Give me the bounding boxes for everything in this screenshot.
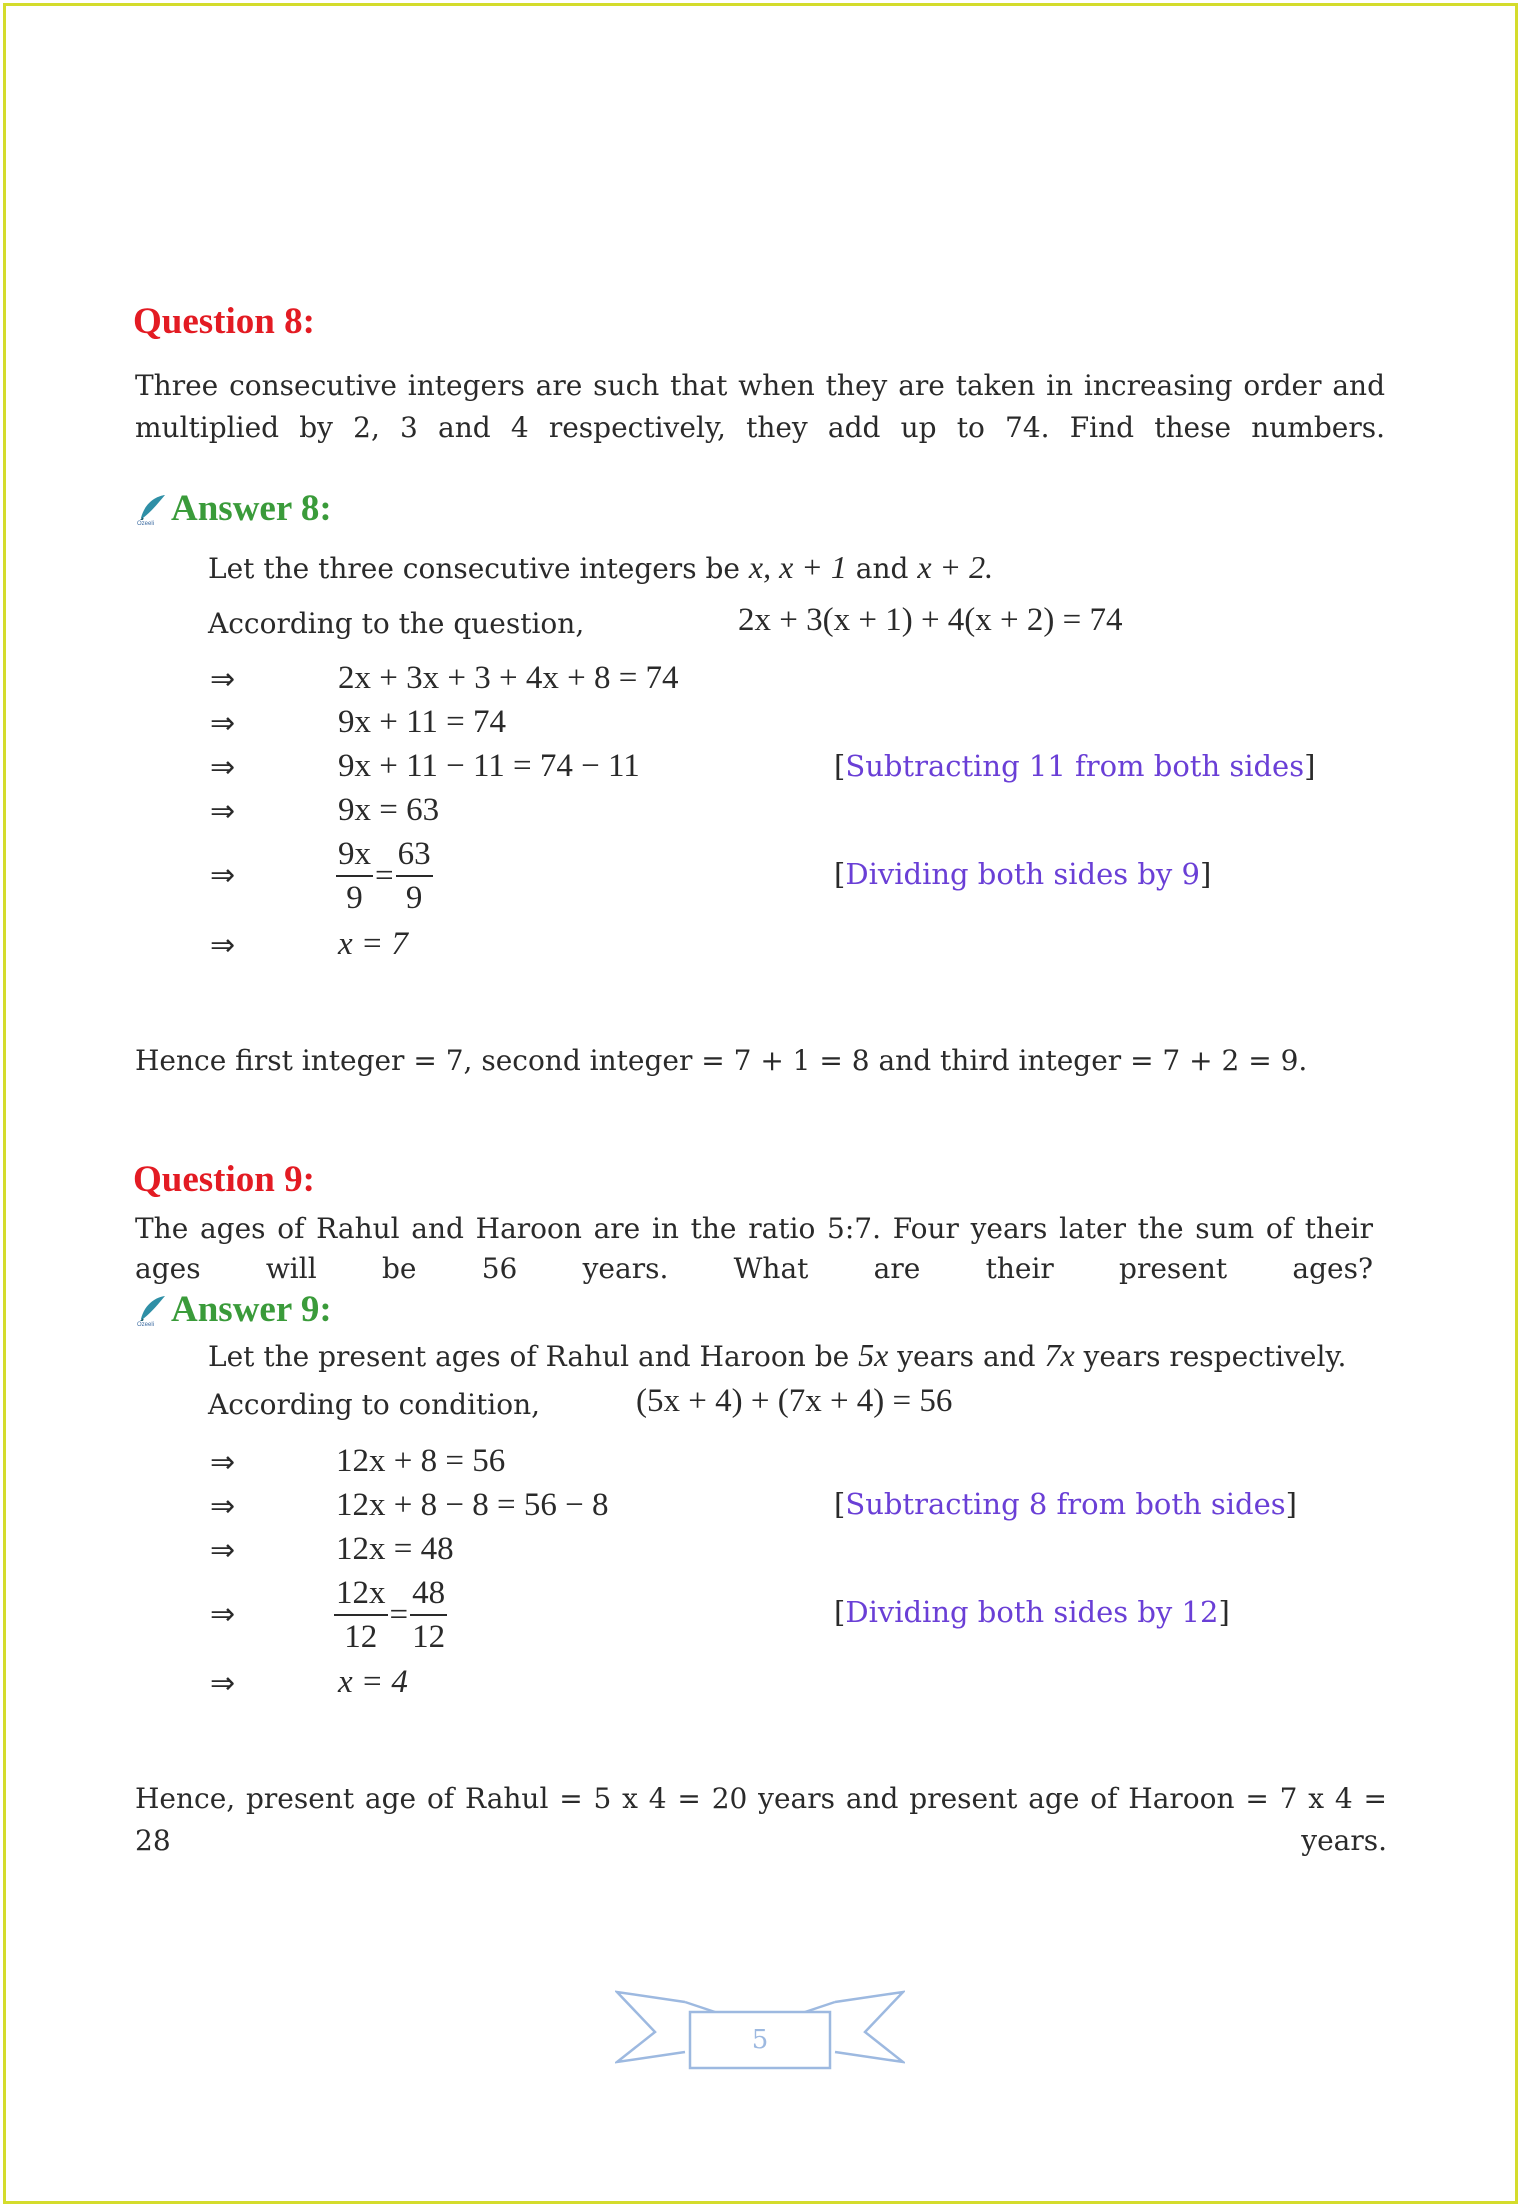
answer-9-according: According to condition, xyxy=(208,1388,541,1421)
answer-8-conclusion: Hence first integer = 7, second integer = 7 + 1 = 8 and third integer = 7 + 2 = 9. xyxy=(135,1044,1308,1077)
answer-8-step-4: 9x = 63 xyxy=(338,792,440,828)
answer-9-conclusion: Hence, present age of Rahul = 5 x 4 = 20 years and present age of Haroon = 7 x 4 = 28 years. xyxy=(135,1782,1387,1857)
bracket-open: [ xyxy=(834,857,846,891)
let-math-a: 5x xyxy=(858,1337,889,1373)
implies-arrow: ⇒ xyxy=(210,794,236,829)
answer-8-according: According to the question, xyxy=(208,607,585,640)
implies-arrow: ⇒ xyxy=(210,1489,236,1524)
question-8-text: Three consecutive integers are such that when they are taken in increasing order and multiplied by 2, 3 and 4 respectively, they add up to 74. Find these numbers. xyxy=(135,369,1385,444)
bracket-open: [ xyxy=(834,1487,846,1521)
bracket-open: [ xyxy=(834,1595,846,1629)
bracket-close: ] xyxy=(1218,1595,1230,1629)
answer-8-note-divide xyxy=(834,857,1211,891)
answer-8-let-line xyxy=(208,546,993,590)
fraction-left: $\frac{9x}{9}$ xyxy=(336,833,373,919)
svg-text:Ozeeli: Ozeeli xyxy=(137,1321,155,1327)
answer-8-note-subtract xyxy=(834,749,1315,783)
implies-arrow: ⇒ xyxy=(210,750,236,785)
implies-arrow: ⇒ xyxy=(210,1597,236,1632)
let-math-b: 7x xyxy=(1044,1337,1075,1373)
answer-8-heading xyxy=(135,487,332,530)
implies-arrow: ⇒ xyxy=(210,1666,236,1701)
implies-arrow: ⇒ xyxy=(210,1533,236,1568)
svg-text:Ozeeli: Ozeeli xyxy=(137,520,155,526)
answer-9-equation: (5x + 4) + (7x + 4) = 56 xyxy=(636,1383,953,1419)
let-math-b: x + 2. xyxy=(917,549,994,585)
let-text-b: years and xyxy=(897,1340,1036,1373)
let-text-c: years respectively. xyxy=(1083,1340,1347,1373)
page-number: 5 xyxy=(751,2025,769,2055)
answer-8-step-1: 2x + 3x + 3 + 4x + 8 = 74 xyxy=(338,660,679,696)
note-text: Subtracting 11 from both sides xyxy=(845,749,1305,783)
answer-8-step-3: 9x + 11 − 11 = 74 − 11 xyxy=(338,748,640,784)
answer-9-step-3: 12x = 48 xyxy=(336,1531,454,1567)
question-9-title: Question 9: xyxy=(133,1159,315,1200)
answer-9-heading xyxy=(135,1288,332,1331)
answer-8-step-6: x = 7 xyxy=(338,926,408,962)
answer-9-step-4: $\frac{12x}{12}$ = $\frac{48}{12}$ xyxy=(334,1572,447,1658)
fraction-left: $\frac{12x}{12}$ xyxy=(334,1572,388,1658)
note-text: Subtracting 8 from both sides xyxy=(845,1487,1286,1521)
page-number-ribbon xyxy=(615,1990,905,2072)
answer-9-title: Answer 9: xyxy=(171,1289,332,1330)
answer-9-step-2: 12x + 8 − 8 = 56 − 8 xyxy=(336,1487,609,1523)
bracket-close: ] xyxy=(1285,1487,1297,1521)
bracket-close: ] xyxy=(1199,857,1212,891)
note-text: Dividing both sides by 9 xyxy=(845,857,1200,891)
fraction-right: $\frac{48}{12}$ xyxy=(410,1572,447,1658)
bracket-open: [ xyxy=(834,749,846,783)
let-text-a: Let the present ages of Rahul and Haroon be xyxy=(208,1340,850,1373)
answer-8-step-2: 9x + 11 = 74 xyxy=(338,704,506,740)
let-and: and xyxy=(855,552,909,585)
implies-arrow: ⇒ xyxy=(210,662,236,697)
note-text: Dividing both sides by 12 xyxy=(845,1595,1219,1629)
quill-logo-icon xyxy=(135,492,169,526)
bracket-close: ] xyxy=(1304,749,1316,783)
answer-9-note-divide xyxy=(834,1595,1230,1629)
let-math-a: x, x + 1 xyxy=(748,549,847,585)
answer-9-let-line xyxy=(208,1334,1346,1378)
implies-arrow: ⇒ xyxy=(210,928,236,963)
answer-9-step-5: x = 4 xyxy=(338,1664,408,1700)
implies-arrow: ⇒ xyxy=(210,706,236,741)
answer-9-step-1: 12x + 8 = 56 xyxy=(336,1443,506,1479)
implies-arrow: ⇒ xyxy=(210,858,236,893)
quill-logo-icon xyxy=(135,1293,169,1327)
question-8-title: Question 8: xyxy=(133,301,315,342)
answer-9-note-subtract xyxy=(834,1487,1297,1521)
answer-8-title: Answer 8: xyxy=(171,488,332,529)
let-text: Let the three consecutive integers be xyxy=(208,552,740,585)
answer-8-step-5: $\frac{9x}{9}$ = $\frac{63}{9}$ xyxy=(336,833,433,919)
implies-arrow: ⇒ xyxy=(210,1445,236,1480)
question-9-text: The ages of Rahul and Haroon are in the ratio 5:7. Four years later the sum of their ages will be 56 years. What are their present ages? xyxy=(135,1212,1373,1285)
fraction-right: $\frac{63}{9}$ xyxy=(396,833,433,919)
answer-8-equation: 2x + 3(x + 1) + 4(x + 2) = 74 xyxy=(738,602,1123,638)
